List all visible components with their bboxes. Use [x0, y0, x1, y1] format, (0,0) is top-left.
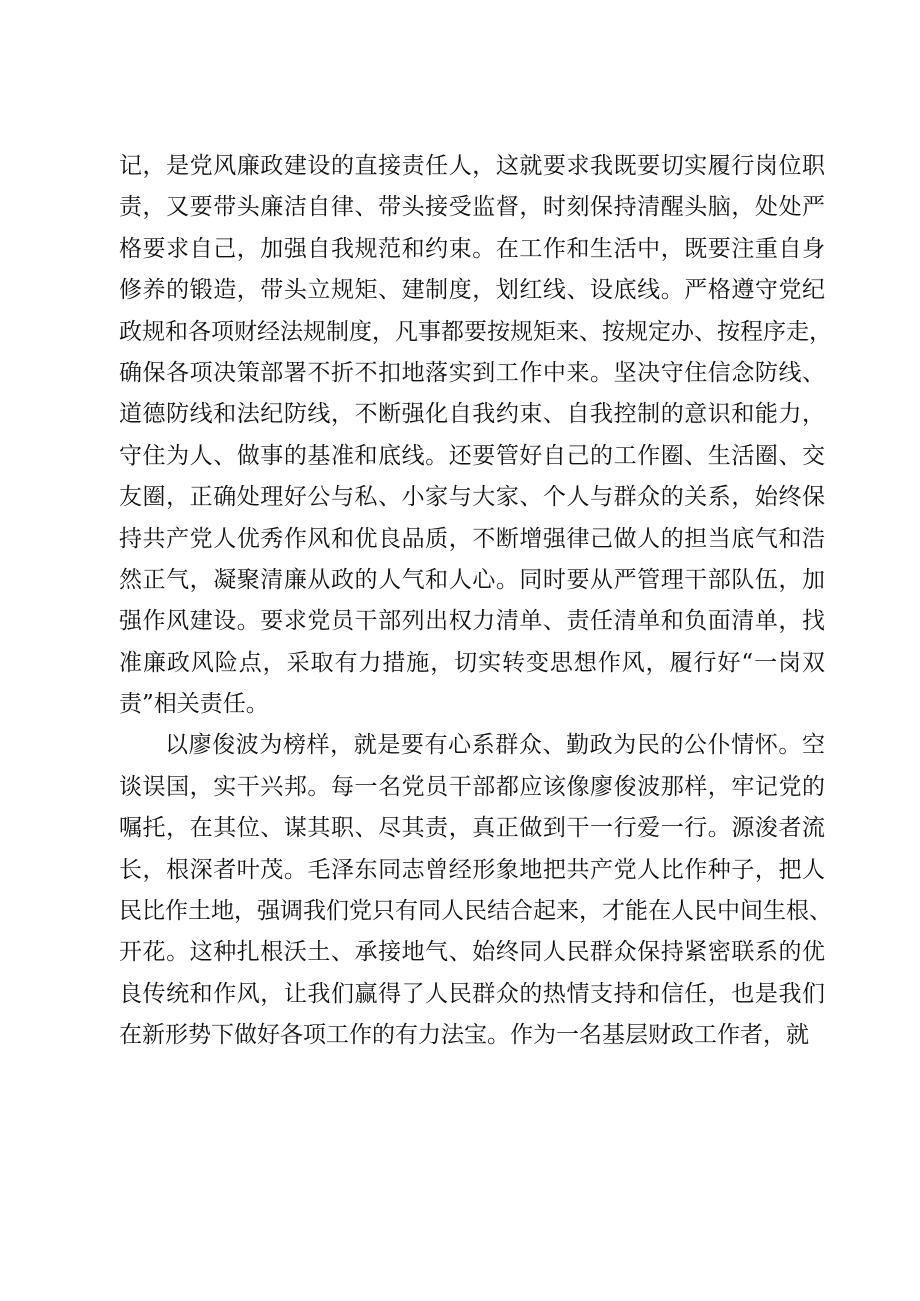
paragraph-line: 修养的锻造，带头立规矩、建制度，划红线、设底线。严格遵守党纪 — [119, 277, 825, 304]
paragraph-line: 然正气，凝聚清廉从政的人气和人心。同时要从严管理干部队伍，加 — [119, 566, 825, 593]
paragraph — [119, 732, 832, 1049]
paragraph-line: 长，根深者叶茂。毛泽东同志曾经形象地把共产党人比作种子，把人 — [119, 856, 825, 883]
paragraph-line: 谈误国，实干兴邦。每一名党员干部都应该像廖俊波那样，牢记党的 — [119, 773, 825, 800]
paragraph-line: 守住为人、做事的基准和底线。还要管好自己的工作圈、生活圈、交 — [119, 442, 825, 469]
paragraph-line: 以廖俊波为榜样，就是要有心系群众、勤政为民的公仆情怀。空 — [165, 732, 825, 759]
document-body — [119, 153, 832, 1066]
paragraph-line: 开花。这种扎根沃土、承接地气、始终同人民群众保持紧密联系的优 — [119, 939, 825, 966]
paragraph-line: 责，又要带头廉洁自律、带头接受监督，时刻保持清醒头脑，处处严 — [119, 194, 825, 221]
paragraph-line: 嘱托，在其位、谋其职、尽其责，真正做到干一行爱一行。源浚者流 — [119, 815, 825, 842]
paragraph-line: 友圈，正确处理好公与私、小家与大家、个人与群众的关系，始终保 — [119, 484, 825, 511]
paragraph-line: 在新形势下做好各项工作的有力法宝。作为一名基层财政工作者，就 — [119, 1022, 809, 1049]
paragraph-line: 记，是党风廉政建设的直接责任人，这就要求我既要切实履行岗位职 — [119, 153, 825, 179]
paragraph-line: 格要求自己，加强自我规范和约束。在工作和生活中，既要注重自身 — [119, 235, 825, 262]
paragraph-line: 准廉政风险点，采取有力措施，切实转变思想作风，履行好“一岗双 — [119, 649, 825, 676]
paragraph-line: 强作风建设。要求党员干部列出权力清单、责任清单和负面清单，找 — [119, 608, 825, 635]
paragraph-line: 民比作土地，强调我们党只有同人民结合起来，才能在人民中间生根、 — [119, 898, 832, 925]
paragraph-line: 持共产党人优秀作风和优良品质，不断增强律己做人的担当底气和浩 — [119, 525, 825, 552]
paragraph-line: 责”相关责任。 — [119, 691, 269, 718]
paragraph-line: 道德防线和法纪防线，不断强化自我约束、自我控制的意识和能力， — [119, 401, 825, 428]
paragraph-line: 政规和各项财经法规制度，凡事都要按规矩来、按规定办、按程序走， — [119, 318, 832, 345]
paragraph-line: 确保各项决策部署不折不扣地落实到工作中来。坚决守住信念防线、 — [119, 359, 825, 386]
paragraph-line: 良传统和作风，让我们赢得了人民群众的热情支持和信任，也是我们 — [119, 980, 825, 1007]
paragraph — [119, 153, 832, 718]
